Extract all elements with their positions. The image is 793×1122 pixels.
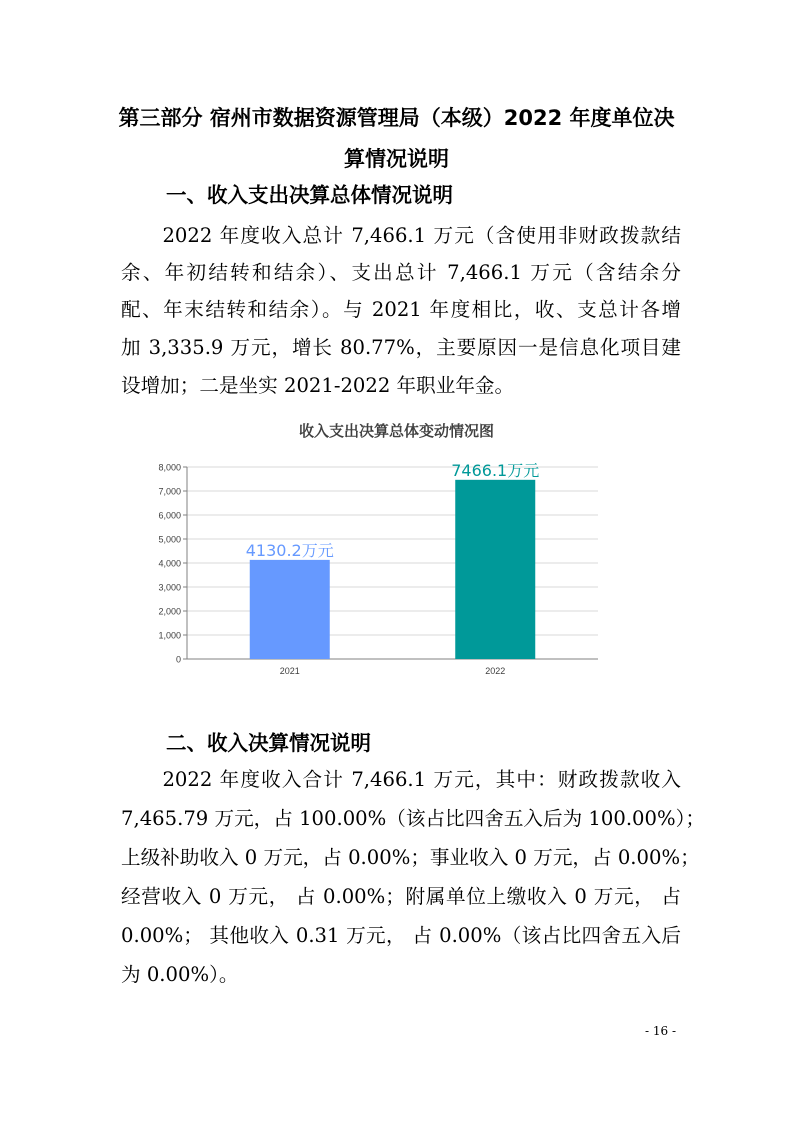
bar-2022 xyxy=(455,480,535,659)
page-number: - 16 - xyxy=(645,1024,677,1038)
bar-2021 xyxy=(250,560,330,659)
section1-line: 配、年末结转和结余）。与 2021 年度相比，收、支总计各增 xyxy=(121,298,681,321)
section2-line: 7,465.79 万元，占 100.00%（该占比四舍五入后为 100.00%）； xyxy=(121,807,705,830)
y-tick-label: 1,000 xyxy=(158,630,181,641)
y-tick-label: 6,000 xyxy=(158,510,181,521)
y-tick-label: 2,000 xyxy=(158,606,181,617)
chart-title: 收入支出决算总体变动情况图 xyxy=(298,422,494,440)
document-title-line2: 算情况说明 xyxy=(344,147,449,171)
y-tick-label: 3,000 xyxy=(158,582,181,593)
y-tick-label: 4,000 xyxy=(158,558,181,569)
section2-line: 2022 年度收入合计 7,466.1 万元，其中：财政拨款收入 xyxy=(121,768,681,791)
document-title-line1: 第三部分 宿州市数据资源管理局（本级）2022 年度单位决 xyxy=(118,106,675,130)
y-tick-label: 8,000 xyxy=(158,462,181,473)
section1-line: 设增加；二是坐实 2021-2022 年职业年金。 xyxy=(121,374,515,397)
income-expenditure-chart xyxy=(150,455,610,680)
x-tick-label: 2022 xyxy=(485,666,506,676)
bar-data-label: 7466.1万元 xyxy=(451,460,540,480)
section2-heading: 二、收入决算情况说明 xyxy=(166,731,371,755)
bar-data-label: 4130.2万元 xyxy=(245,540,334,560)
y-tick-label: 0 xyxy=(175,654,181,665)
section1-heading: 一、收入支出决算总体情况说明 xyxy=(166,183,453,207)
y-tick-label: 7,000 xyxy=(158,486,181,497)
x-tick-label: 2021 xyxy=(279,666,300,676)
section2-line: 0.00%； 其他收入 0.31 万元， 占 0.00%（该占比四舍五入后 xyxy=(121,924,681,947)
section1-line: 2022 年度收入总计 7,466.1 万元（含使用非财政拨款结 xyxy=(121,224,681,247)
section2-line: 上级补助收入 0 万元，占 0.00%；事业收入 0 万元，占 0.00%； xyxy=(121,846,700,869)
section1-line: 余、年初结转和结余）、支出总计 7,466.1 万元（含结余分 xyxy=(121,261,681,284)
section1-line: 加 3,335.9 万元，增长 80.77%，主要原因一是信息化项目建 xyxy=(121,336,681,359)
y-tick-label: 5,000 xyxy=(158,534,181,545)
section2-line: 为 0.00%）。 xyxy=(121,963,239,986)
section2-line: 经营收入 0 万元， 占 0.00%；附属单位上缴收入 0 万元， 占 xyxy=(121,885,681,908)
